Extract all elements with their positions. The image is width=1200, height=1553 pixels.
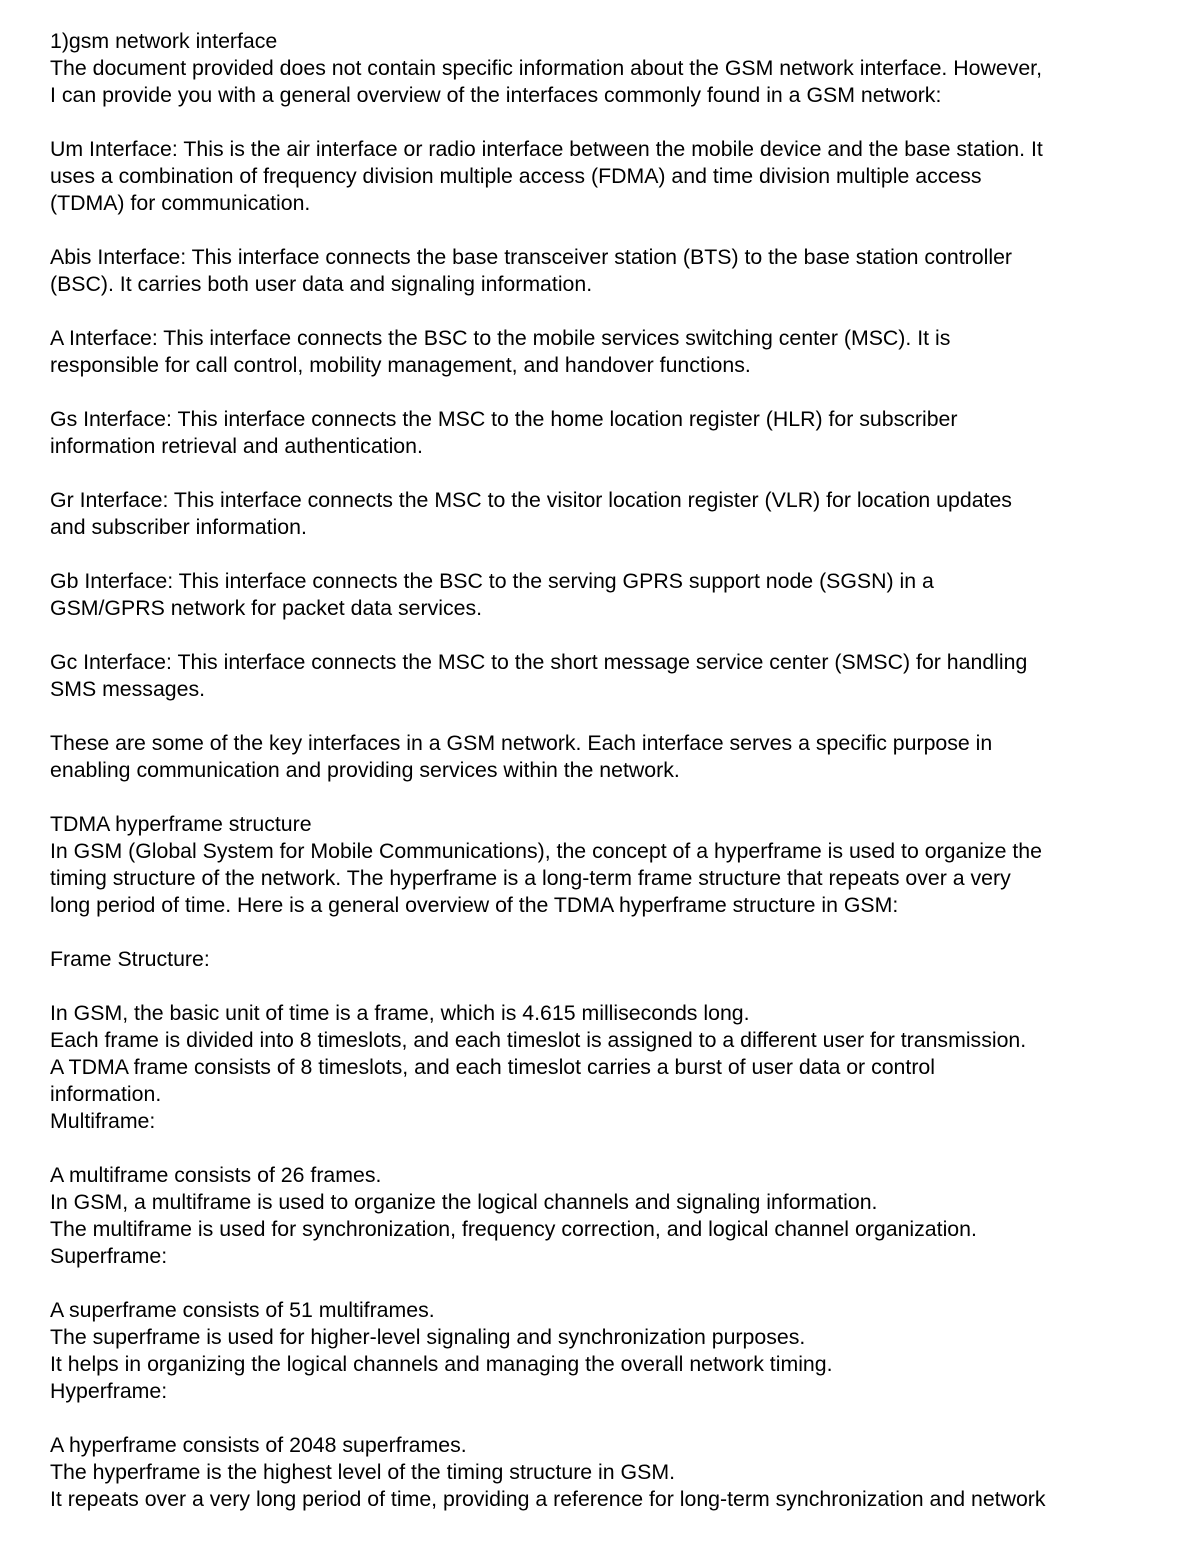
text-line: 1)gsm network interface [50, 29, 278, 53]
text-line: Hyperframe: [50, 1379, 168, 1403]
paragraph-gap [50, 1270, 1160, 1297]
text-line: uses a combination of frequency division multiple access (FDMA) and time division multiple access [50, 164, 982, 188]
text-line: Um Interface: This is the air interface or radio interface between the mobile device and the base station. It [50, 137, 1043, 161]
text-line: Gs Interface: This interface connects the MSC to the home location register (HLR) for subscriber [50, 407, 958, 431]
text-line: TDMA hyperframe structure [50, 812, 312, 836]
paragraph-gap [50, 703, 1160, 730]
paragraph-gap [50, 1135, 1160, 1162]
paragraph-gap [50, 622, 1160, 649]
paragraph-gap [50, 109, 1160, 136]
text-line: timing structure of the network. The hyperframe is a long-term frame structure that repeats over a very [50, 866, 1011, 890]
text-line: Frame Structure: [50, 947, 210, 971]
text-line: In GSM, a multiframe is used to organize the logical channels and signaling information. [50, 1190, 878, 1214]
paragraph-gap [50, 784, 1160, 811]
paragraph-gap [50, 919, 1160, 946]
paragraph-gap [50, 973, 1160, 1000]
text-line: SMS messages. [50, 677, 206, 701]
text-line: In GSM (Global System for Mobile Communications), the concept of a hyperframe is used to organize the [50, 839, 1042, 863]
text-line: Multiframe: [50, 1109, 156, 1133]
text-line: enabling communication and providing services within the network. [50, 758, 680, 782]
text-line: A hyperframe consists of 2048 superframes. [50, 1433, 467, 1457]
text-line: Superframe: [50, 1244, 168, 1268]
paragraph-gap [50, 379, 1160, 406]
text-line: The superframe is used for higher-level signaling and synchronization purposes. [50, 1325, 806, 1349]
paragraph-gap [50, 298, 1160, 325]
paragraph-gap [50, 541, 1160, 568]
text-line: In GSM, the basic unit of time is a frame, which is 4.615 milliseconds long. [50, 1001, 750, 1025]
text-line: It repeats over a very long period of time, providing a reference for long-term synchronization and network [50, 1487, 1046, 1511]
text-line: A superframe consists of 51 multiframes. [50, 1298, 435, 1322]
text-line: Gr Interface: This interface connects the MSC to the visitor location register (VLR) for location updates [50, 488, 1012, 512]
text-line: A Interface: This interface connects the BSC to the mobile services switching center (MSC). It is [50, 326, 951, 350]
text-line: Abis Interface: This interface connects the base transceiver station (BTS) to the base station controller [50, 245, 1012, 269]
text-line: GSM/GPRS network for packet data services. [50, 596, 483, 620]
text-line: Gb Interface: This interface connects the BSC to the serving GPRS support node (SGSN) in a [50, 569, 934, 593]
text-line: The multiframe is used for synchronization, frequency correction, and logical channel organization. [50, 1217, 977, 1241]
text-line: (BSC). It carries both user data and signaling information. [50, 272, 593, 296]
text-line: These are some of the key interfaces in a GSM network. Each interface serves a specific purpose in [50, 731, 993, 755]
text-line: A TDMA frame consists of 8 timeslots, and each timeslot carries a burst of user data or control [50, 1055, 935, 1079]
paragraph-gap [50, 460, 1160, 487]
text-line: It helps in organizing the logical channels and managing the overall network timing. [50, 1352, 833, 1376]
text-line: I can provide you with a general overview of the interfaces commonly found in a GSM network: [50, 83, 942, 107]
text-line: The hyperframe is the highest level of the timing structure in GSM. [50, 1460, 675, 1484]
text-line: Each frame is divided into 8 timeslots, and each timeslot is assigned to a different user for transmission. [50, 1028, 1027, 1052]
text-line: information retrieval and authentication. [50, 434, 423, 458]
document-body [50, 28, 1160, 1513]
text-line: responsible for call control, mobility management, and handover functions. [50, 353, 751, 377]
text-line: and subscriber information. [50, 515, 307, 539]
text-line: (TDMA) for communication. [50, 191, 311, 215]
text-line: The document provided does not contain specific information about the GSM network interface. However, [50, 56, 1043, 80]
text-line: A multiframe consists of 26 frames. [50, 1163, 382, 1187]
paragraph-gap [50, 1405, 1160, 1432]
text-line: long period of time. Here is a general overview of the TDMA hyperframe structure in GSM: [50, 893, 899, 917]
text-line: information. [50, 1082, 162, 1106]
paragraph-gap [50, 217, 1160, 244]
text-line: Gc Interface: This interface connects the MSC to the short message service center (SMSC) for handling [50, 650, 1028, 674]
